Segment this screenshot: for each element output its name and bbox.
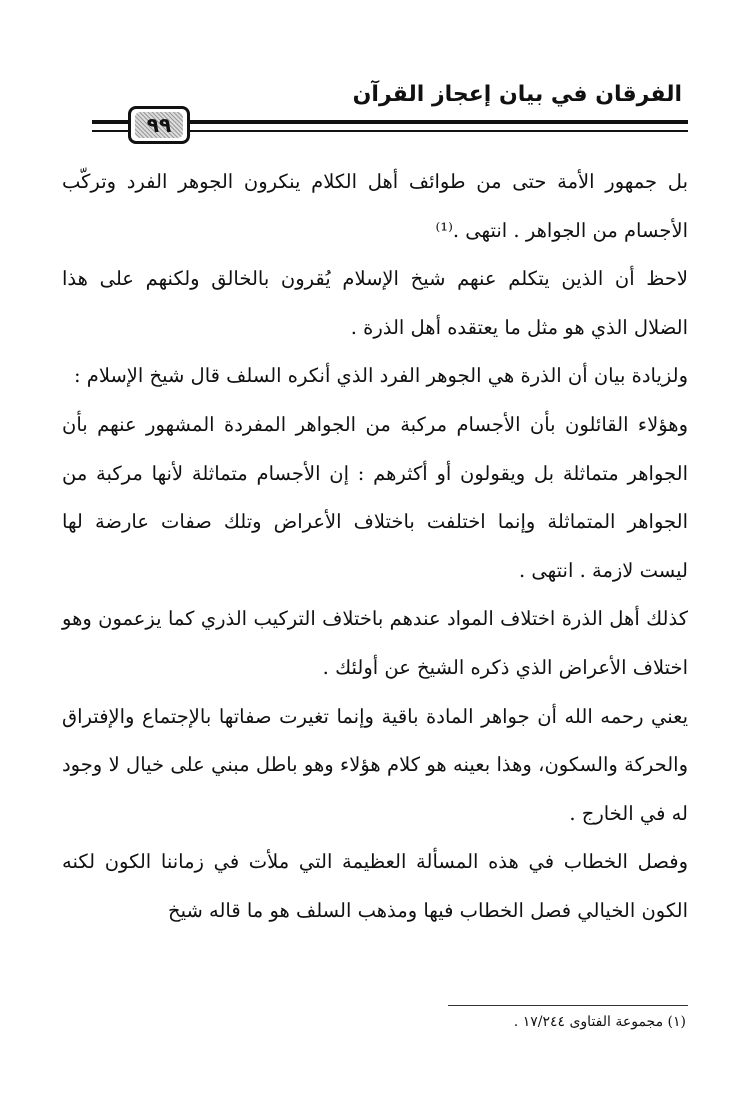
paragraph-3: ولزيادة بيان أن الذرة هي الجوهر الفرد الذي أنكره السلف قال شيخ الإسلام : (73, 364, 688, 388)
paragraph-7: وفصل الخطاب في هذه المسألة العظيمة التي ملأت في زماننا الكون لكنه الكون الخيالي فصل الخطاب فيها ومذهب السلف هو ما قاله شيخ (62, 850, 688, 922)
paragraph-4: وهؤلاء القائلون بأن الأجسام مركبة من الجواهر المفردة المشهور عنهم بأن الجواهر متماثلة بل ويقولون أو أكثرهم : إن الأجسام متماثلة لأنها مركبة من الجواهر المتماثلة وإنما اختلفت باختلاف الأعراض وتلك صفات عارضة لها ليست لازمة . انتهى . (62, 412, 688, 582)
paragraph-1: بل جمهور الأمة حتى من طوائف أهل الكلام ينكرون الجوهر الفرد وتركّب الأجسام من الجواهر . انتهى .⁽¹⁾ (62, 170, 688, 242)
running-header-title: الفرقان في بيان إعجاز القرآن (352, 82, 682, 107)
page-number: ٩٩ (135, 112, 183, 138)
paragraph-2: لاحظ أن الذين يتكلم عنهم شيخ الإسلام يُقرون بالخالق ولكنهم على هذا الضلال الذي هو مثل ما يعتقده أهل الذرة . (62, 267, 688, 339)
paragraph-5: كذلك أهل الذرة اختلاف المواد عندهم باختلاف التركيب الذري كما يزعمون وهو اختلاف الأعراض الذي ذكره الشيخ عن أولئك . (62, 607, 688, 679)
paragraph-6: يعني رحمه الله أن جواهر المادة باقية وإنما تغيرت صفاتها بالإجتماع والإفتراق والحركة والسكون، وهذا بعينه هو كلام هؤلاء وهو باطل مبني على خيال لا وجود له في الخارج . (62, 704, 688, 825)
footnote: (١) مجموعة الفتاوى ١٧/٢٤٤ . (513, 1014, 686, 1030)
main-text (62, 158, 688, 936)
page-number-frame (128, 106, 190, 144)
footnote-separator (448, 1005, 688, 1006)
